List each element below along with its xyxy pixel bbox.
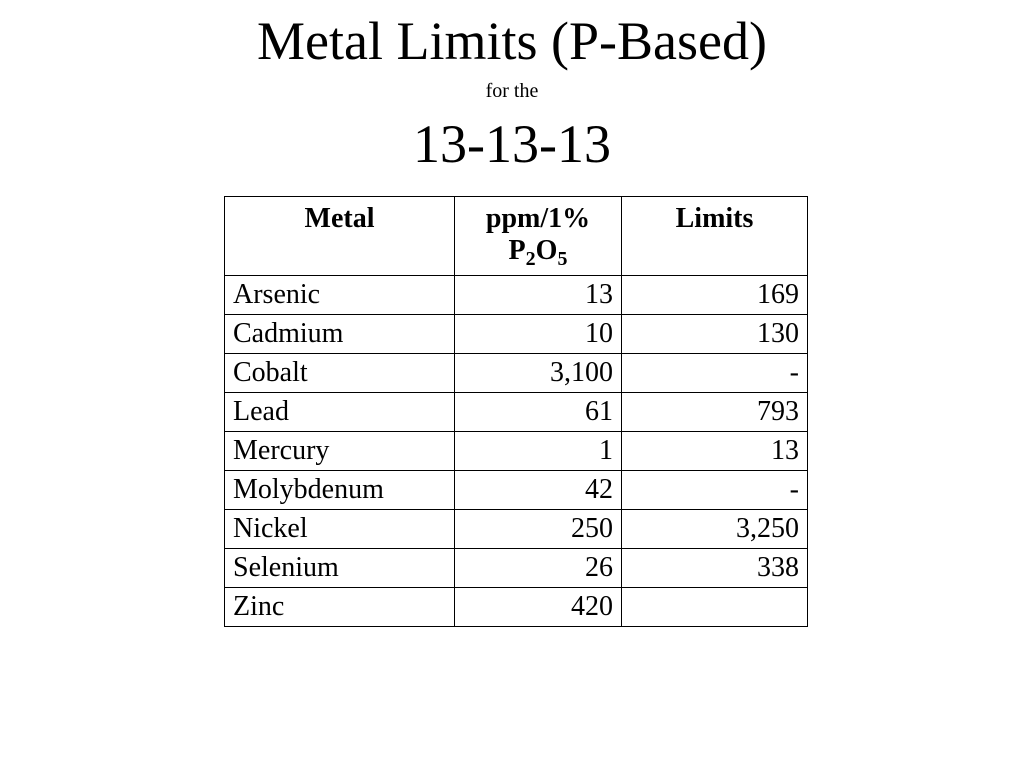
table-row — [225, 510, 808, 549]
metal-name: Mercury — [225, 432, 455, 471]
ppm-value: 26 — [455, 549, 622, 588]
header-metal: Metal — [225, 197, 455, 276]
header-ppm-p: P — [508, 235, 526, 266]
limit-value: 169 — [622, 276, 808, 315]
metal-name: Arsenic — [225, 276, 455, 315]
header-ppm-p-subscript: 2 — [525, 248, 536, 270]
table-row — [225, 588, 808, 627]
metal-name: Molybdenum — [225, 471, 455, 510]
limit-value: 130 — [622, 315, 808, 354]
metal-limits-table — [224, 196, 808, 627]
fertilizer-grade: 13-13-13 — [413, 114, 611, 174]
table-row — [225, 276, 808, 315]
header-ppm-o-subscript: 5 — [557, 248, 568, 270]
limit-value: - — [622, 471, 808, 510]
ppm-value: 13 — [455, 276, 622, 315]
limit-value: 793 — [622, 393, 808, 432]
ppm-value: 3,100 — [455, 354, 622, 393]
slide-subtitle: for the — [485, 80, 539, 102]
table-row — [225, 393, 808, 432]
limit-value — [622, 588, 808, 627]
ppm-value: 1 — [455, 432, 622, 471]
limit-value: - — [622, 354, 808, 393]
ppm-value: 61 — [455, 393, 622, 432]
ppm-value: 42 — [455, 471, 622, 510]
table-row — [225, 549, 808, 588]
metal-name: Nickel — [225, 510, 455, 549]
table-row — [225, 315, 808, 354]
metal-name: Lead — [225, 393, 455, 432]
ppm-value: 10 — [455, 315, 622, 354]
metal-name: Selenium — [225, 549, 455, 588]
header-ppm — [455, 197, 622, 276]
metal-name: Zinc — [225, 588, 455, 627]
slide-title: Metal Limits (P-Based) — [257, 11, 767, 71]
ppm-value: 420 — [455, 588, 622, 627]
table-row — [225, 354, 808, 393]
metal-name: Cobalt — [225, 354, 455, 393]
metal-name: Cadmium — [225, 315, 455, 354]
table-row — [225, 432, 808, 471]
header-ppm-o: O — [535, 235, 558, 266]
table-row — [225, 471, 808, 510]
limit-value: 3,250 — [622, 510, 808, 549]
header-limits: Limits — [622, 197, 808, 276]
limit-value: 338 — [622, 549, 808, 588]
limit-value: 13 — [622, 432, 808, 471]
ppm-value: 250 — [455, 510, 622, 549]
table-header-row — [225, 197, 808, 276]
header-ppm-line1: ppm/1% — [485, 203, 591, 234]
